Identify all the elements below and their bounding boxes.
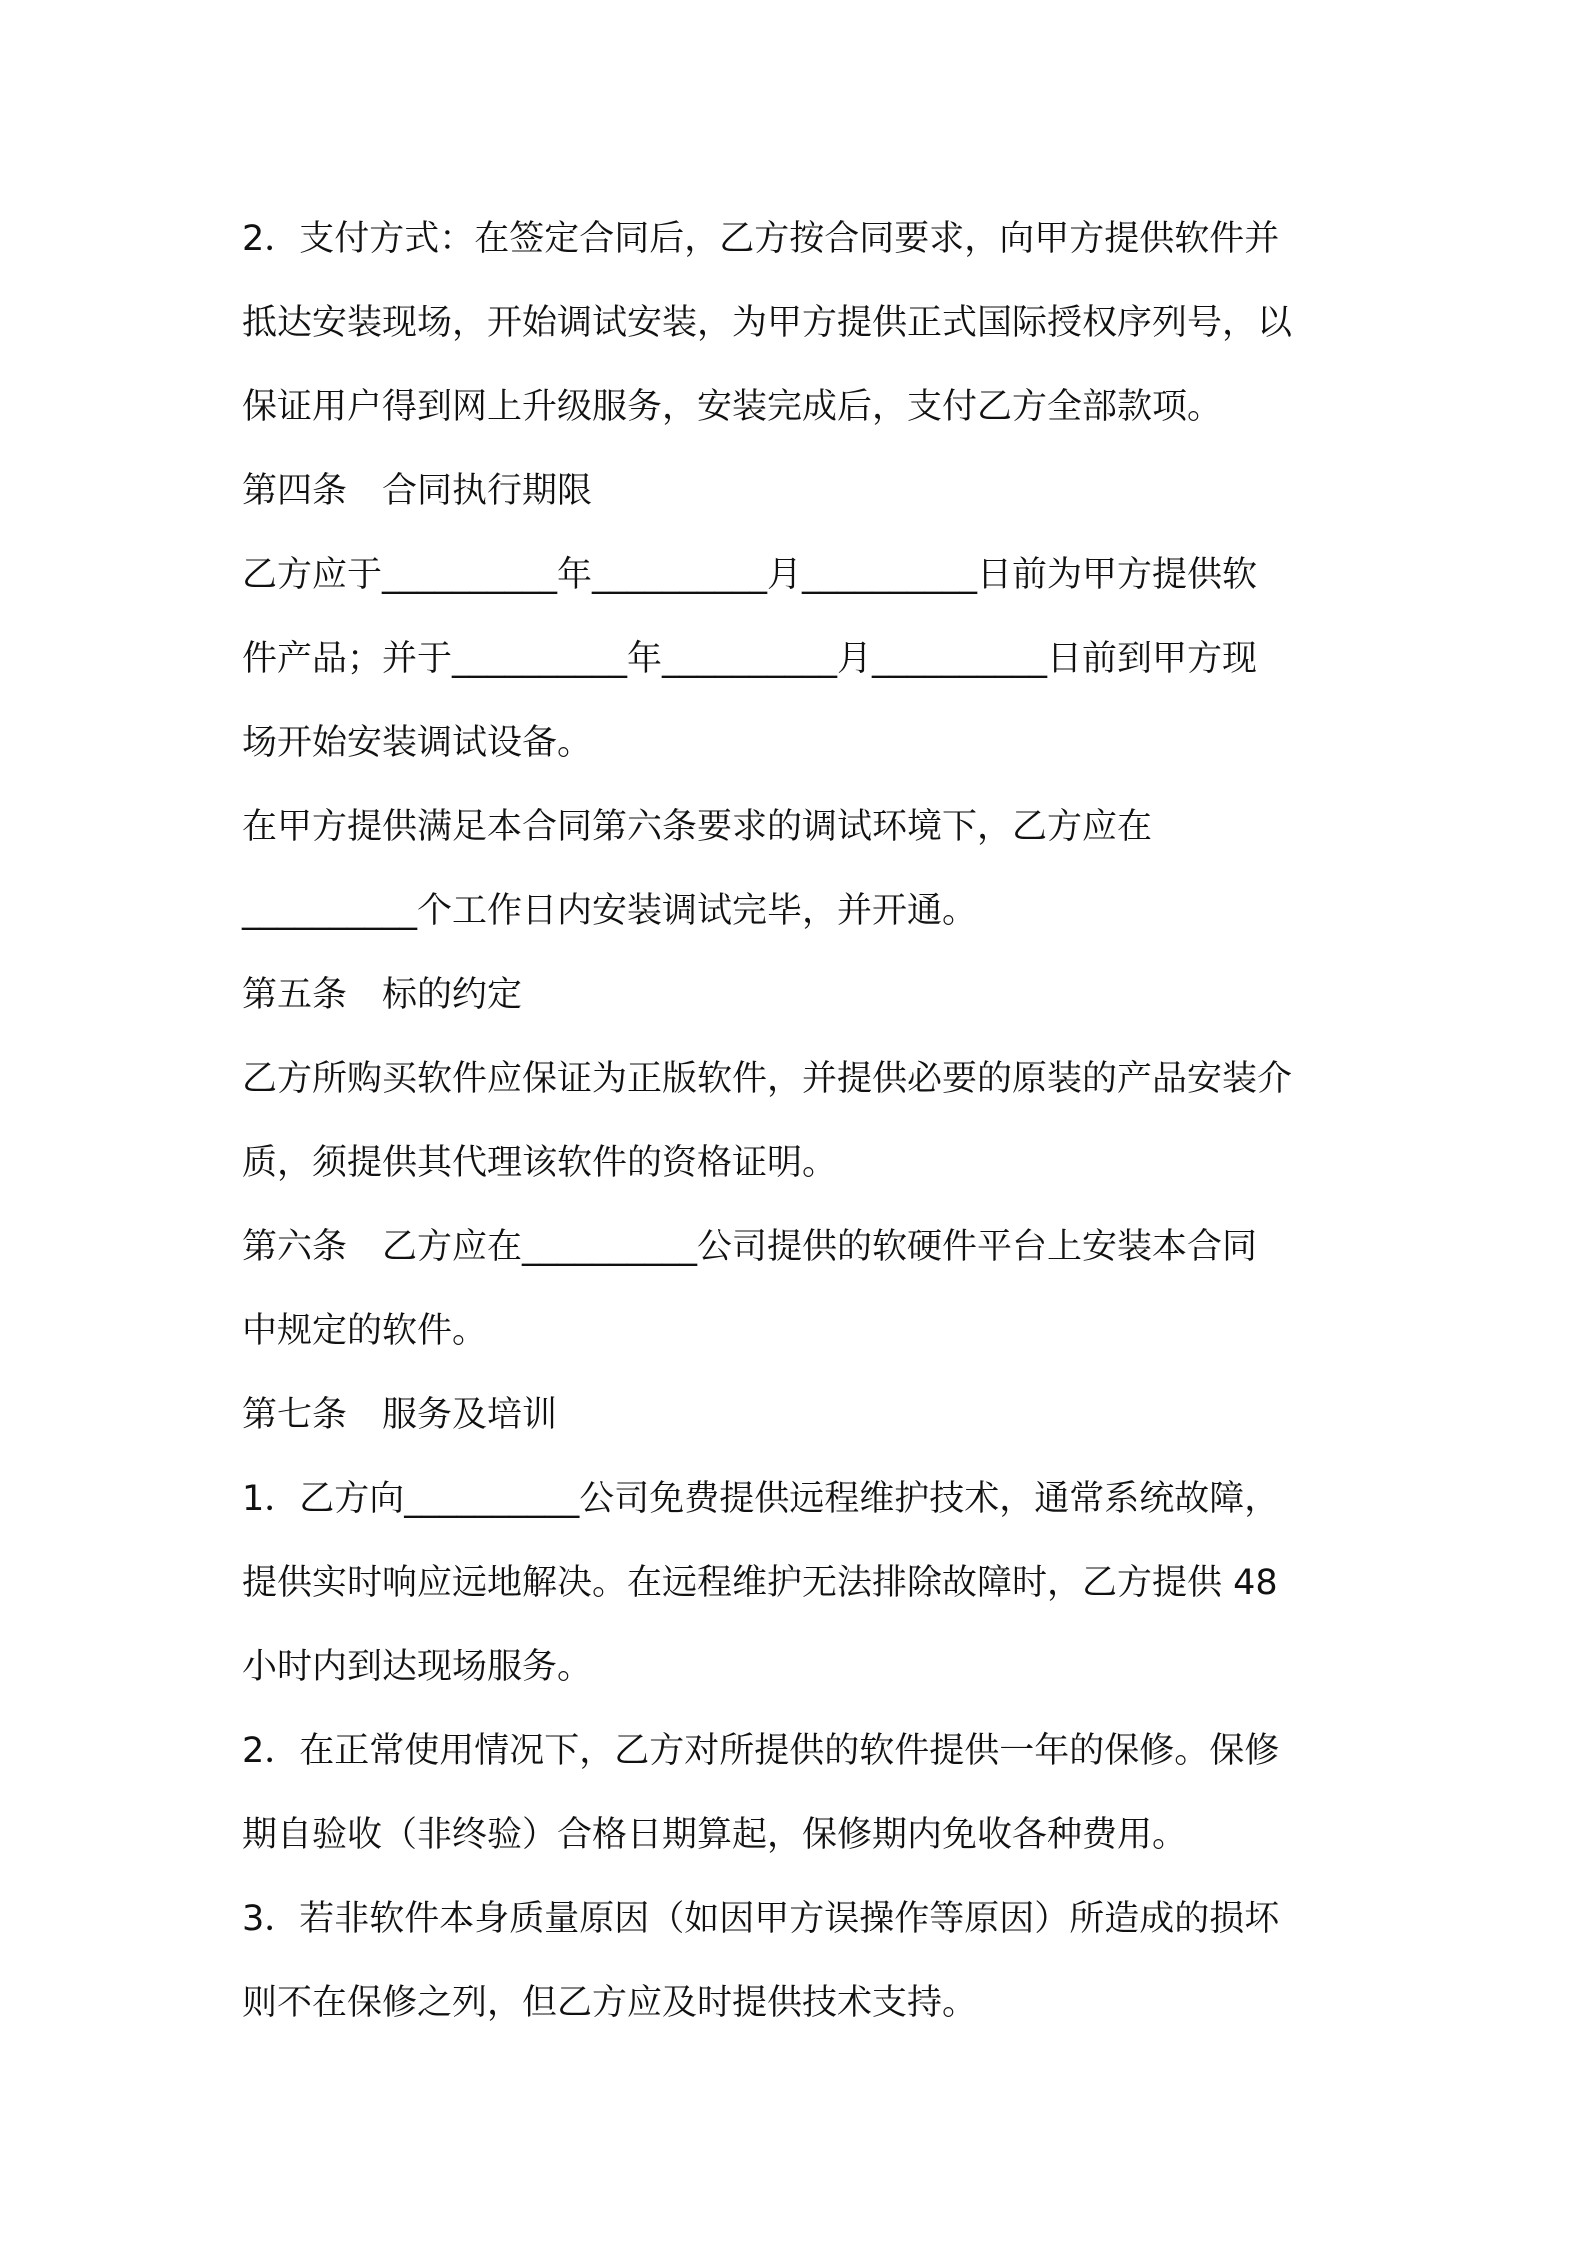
paragraph-payment-method: [242, 197, 1352, 449]
text-line: 第六条 乙方应在__________公司提供的软硬件平台上安装本合同: [242, 1227, 1258, 1267]
article-5-heading: [242, 953, 1352, 1037]
heading-line: 第四条 合同执行期限: [242, 471, 593, 511]
paragraph-article-5-body: [242, 1037, 1352, 1205]
text-line: 质，须提供其代理该软件的资格证明。: [242, 1143, 838, 1183]
text-line: __________个工作日内安装调试完毕，并开通。: [242, 891, 978, 931]
text-line: 则不在保修之列，但乙方应及时提供技术支持。: [242, 1983, 978, 2023]
paragraph-article-7-item-1: [242, 1457, 1352, 1709]
heading-line: 第七条 服务及培训: [242, 1395, 558, 1435]
text-line: 保证用户得到网上升级服务，安装完成后，支付乙方全部款项。: [242, 387, 1223, 427]
text-line: 在甲方提供满足本合同第六条要求的调试环境下，乙方应在: [242, 807, 1153, 847]
paragraph-article-4-deadline: [242, 533, 1352, 785]
paragraph-article-4-workdays: [242, 785, 1352, 953]
text-line: 小时内到达现场服务。: [242, 1647, 593, 1687]
paragraph-article-6: [242, 1205, 1352, 1373]
paragraph-article-7-item-2: [242, 1709, 1352, 1877]
text-line: 件产品；并于__________年__________月__________日前到甲方现: [242, 639, 1258, 679]
text-line: 场开始安装调试设备。: [242, 723, 593, 763]
text-line: 抵达安装现场，开始调试安装，为甲方提供正式国际授权序列号，以: [242, 303, 1293, 343]
text-line: 乙方应于__________年__________月__________日前为甲方提供软: [242, 555, 1258, 595]
text-line: 2．支付方式：在签定合同后，乙方按合同要求，向甲方提供软件并: [242, 219, 1280, 259]
text-line: 1．乙方向__________公司免费提供远程维护技术，通常系统故障，: [242, 1479, 1280, 1519]
text-line: 提供实时响应远地解决。在远程维护无法排除故障时，乙方提供 48: [242, 1563, 1278, 1603]
text-line: 中规定的软件。: [242, 1311, 488, 1351]
article-4-heading: [242, 449, 1352, 533]
document-body: [242, 197, 1352, 2045]
text-line: 2．在正常使用情况下，乙方对所提供的软件提供一年的保修。保修: [242, 1731, 1280, 1771]
heading-line: 第五条 标的约定: [242, 975, 523, 1015]
paragraph-article-7-item-3: [242, 1877, 1352, 2045]
text-line: 3．若非软件本身质量原因（如因甲方误操作等原因）所造成的损坏: [242, 1899, 1280, 1939]
article-7-heading: [242, 1373, 1352, 1457]
text-line: 乙方所购买软件应保证为正版软件，并提供必要的原装的产品安装介: [242, 1059, 1293, 1099]
text-line: 期自验收（非终验）合格日期算起，保修期内免收各种费用。: [242, 1815, 1188, 1855]
